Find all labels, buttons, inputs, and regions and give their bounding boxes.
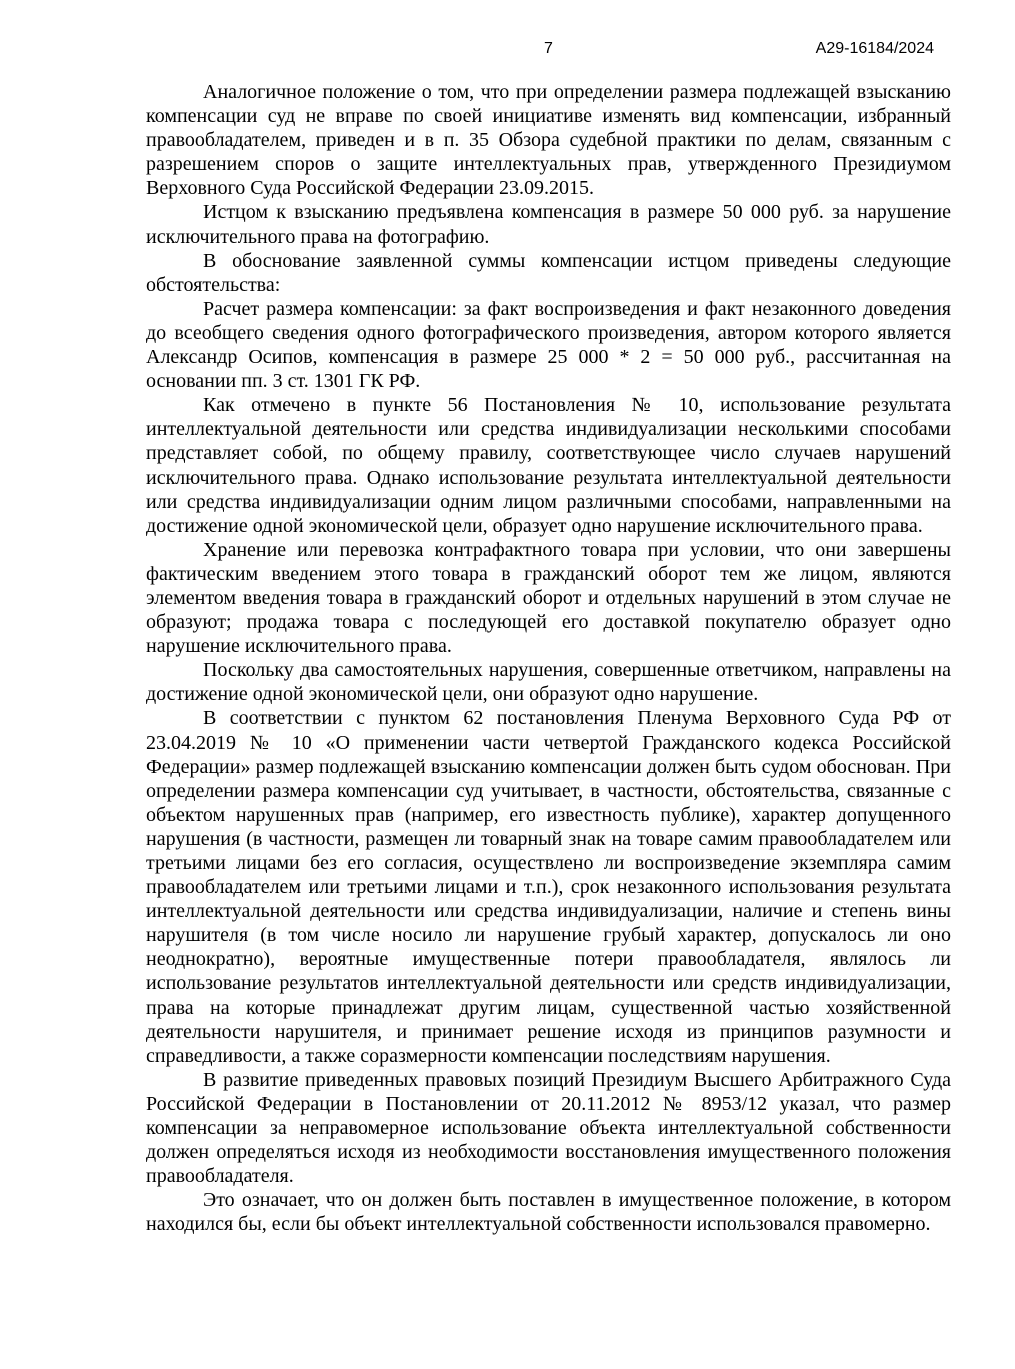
paragraph-lawful-use-position: Это означает, что он должен быть поставлен в имущественное положение, в котором находился бы, если бы объект интеллектуальной собственности использовался правомерно. bbox=[146, 1189, 951, 1236]
page-number: 7 bbox=[544, 40, 553, 57]
paragraph-resolution-point-56: Как отмечено в пункте 56 Постановления № 10, использование результата интеллектуальной деятельности или средства индивидуализации несколькими способами представляет собой, по общему правилу, соответствующее число случаев нарушений исключительного права. Однако использование результата интеллектуальной деятельности или средства индивидуализации одним лицом различными способами, направленными на достижение одной экономической цели, образует одно нарушение исключительного права. bbox=[146, 394, 951, 537]
paragraph-plenum-point-62: В соответствии с пунктом 62 постановления Пленума Верховного Суда РФ от 23.04.2019 № 10 «О применении части четвертой Гражданского кодекса Российской Федерации» размер подлежащей взысканию компенсации должен быть судом обоснован. При определении размера компенсации суд учитывает, в частности, обстоятельства, связанные с объектом нарушенных прав (например, его известность публике), характер допущенного нарушения (в частности, размещен ли товарный знак на товаре самим правообладателем или третьими лицами без его согласия, осуществлено ли воспроизведение экземпляра самим правообладателем или третьими лицами и т.п.), срок незаконного использования результата интеллектуальной деятельности или средства индивидуализации, наличие и степень вины нарушителя (в том числе носило ли нарушение грубый характер, допускалось ли оно неоднократно), вероятные имущественные потери правообладателя, являлось ли использование результатов интеллектуальной деятельности или средств индивидуализации, права на которые принадлежат другим лицам, существенной частью хозяйственной деятельности нарушителя, и принимает решение исходя из принципов разумности и справедливости, а также соразмерности компенсации последствиям нарушения. bbox=[146, 707, 951, 1067]
document-content bbox=[146, 40, 951, 1237]
page-header bbox=[146, 40, 951, 58]
paragraph-analogous-provision: Аналогичное положение о том, что при определении размера подлежащей взысканию компенсации суд не вправе по своей инициативе изменять вид компенсации, избранный правообладателем, приведен и в п. 35 Обзора судебной практики по делам, связанным с разрешением споров о защите интеллектуальных прав, утвержденного Президиумом Верховного Суда Российской Федерации 23.09.2015. bbox=[146, 81, 951, 200]
paragraph-compensation-calculation: Расчет размера компенсации: за факт воспроизведения и факт незаконного доведения до всеобщего сведения одного фотографического произведения, автором которого является Александр Осипов, компенсация в размере 25 000 * 2 = 50 000 руб., рассчитанная на основании пп. 3 ст. 1301 ГК РФ. bbox=[146, 297, 951, 393]
document-text bbox=[146, 80, 951, 1237]
paragraph-presidium-ruling: В развитие приведенных правовых позиций Президиум Высшего Арбитражного Суда Российской Федерации в Постановлении от 20.11.2012 № 8953/12 указал, что размер компенсации за неправомерное использование объекта интеллектуальной собственности должен определяться исходя из необходимости восстановления имущественного положения правообладателя. bbox=[146, 1068, 951, 1188]
paragraph-single-violation: Поскольку два самостоятельных нарушения, совершенные ответчиком, направлены на достижение одной экономической цели, они образуют одно нарушение. bbox=[146, 659, 951, 706]
case-number: А29-16184/2024 bbox=[815, 40, 934, 57]
paragraph-justification-intro: В обоснование заявленной суммы компенсации истцом приведены следующие обстоятельства: bbox=[146, 249, 951, 296]
paragraph-storage-transport: Хранение или перевозка контрафактного товара при условии, что они завершены фактическим введением этого товара в гражданский оборот тем же лицом, являются элементом введения товара в гражданский оборот и отдельных нарушений в этом случае не образуют; продажа товара с последующей его доставкой покупателю образует одно нарушение исключительного права. bbox=[146, 538, 951, 658]
paragraph-claimed-compensation: Истцом к взысканию предъявлена компенсация в размере 50 000 руб. за нарушение исключительного права на фотографию. bbox=[146, 201, 951, 248]
